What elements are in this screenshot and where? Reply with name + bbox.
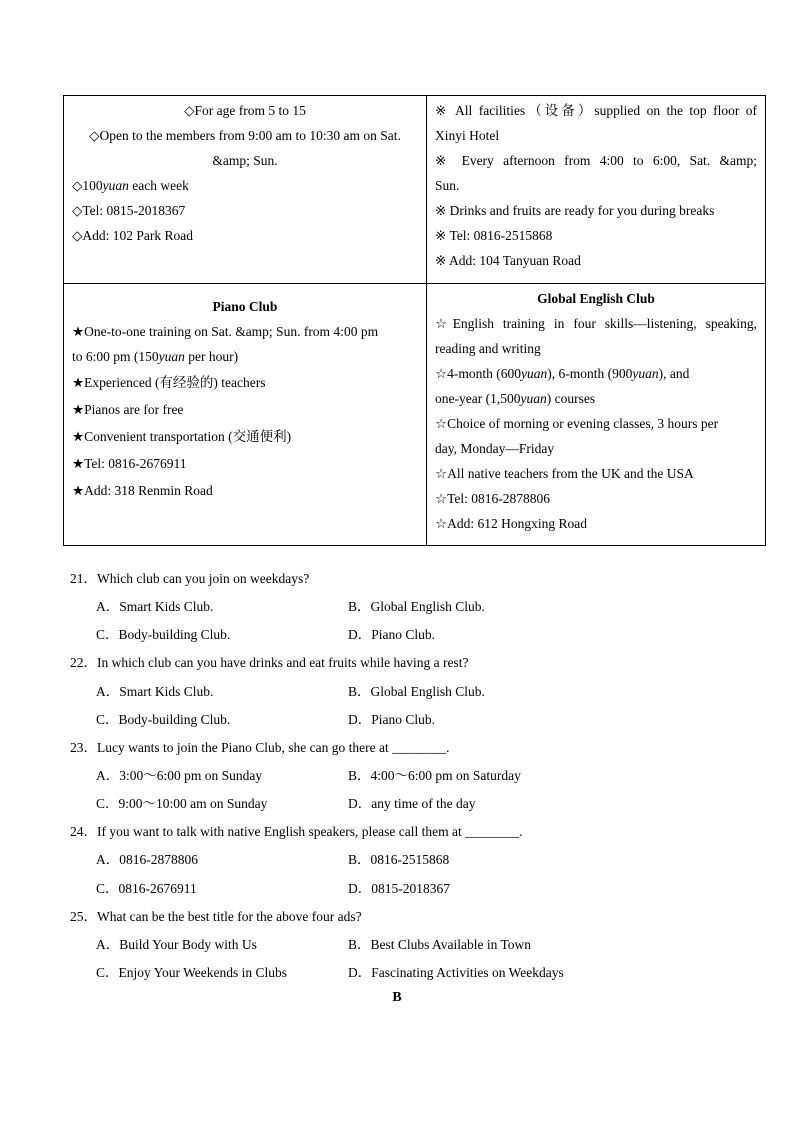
option-d: D．Piano Club. [348,627,436,642]
global-english-line: reading and writing [435,341,541,356]
smart-kids-line: ◇For age from 5 to 15 [184,103,306,118]
global-english-line: ☆Add: 612 Hongxing Road [435,516,587,531]
piano-line: ★Add: 318 Renmin Road [72,483,213,498]
option-b: B．4:00～6:00 pm on Saturday [348,768,521,783]
question-21: 21．Which club can you join on weekdays? [70,571,310,586]
option-d: D．Piano Club. [348,712,436,727]
global-english-title: Global English Club [537,291,655,306]
smart-kids-line: &amp; Sun. [212,153,278,168]
option-a: A．0816-2878806 [96,852,198,867]
smart-kids-line: ◇Add: 102 Park Road [72,228,193,243]
option-d: D．Fascinating Activities on Weekdays [348,965,564,980]
piano-line: ★Tel: 0816-2676911 [72,456,187,471]
piano-price: to 6:00 pm (150yuan per hour) [72,349,239,364]
option-b: B．0816-2515868 [348,852,450,867]
global-english-line: ☆Tel: 0816-2878806 [435,491,551,506]
smart-kids-line: ◇Tel: 0815-2018367 [72,203,186,218]
global-english-ad [427,284,766,546]
piano-line: ★Pianos are for free [72,402,184,417]
body-building-ad [427,96,766,284]
option-a: A．Smart Kids Club. [96,684,214,699]
body-building-line: ※ All facilities（设备）supplied on the top floor of [435,103,757,118]
option-b: B．Best Clubs Available in Town [348,937,532,952]
piano-line: ★Convenient transportation (交通便利) [72,429,292,444]
option-a: A．3:00～6:00 pm on Sunday [96,768,263,783]
section-marker: B [392,990,402,1005]
option-a: A．Smart Kids Club. [96,599,214,614]
option-d: D．0815-2018367 [348,881,450,896]
smart-kids-ad [64,96,427,284]
global-english-line: ☆English training in four skills—listening, speaking, [435,316,757,331]
option-b: B．Global English Club. [348,684,485,699]
ads-table [63,95,766,546]
option-d: D．any time of the day [348,796,476,811]
body-building-line: ※ Drinks and fruits are ready for you during breaks [435,203,715,218]
option-c: C．Enjoy Your Weekends in Clubs [96,965,288,980]
piano-club-ad [64,284,427,546]
body-building-line: Sun. [435,178,460,193]
option-c: C．9:00～10:00 am on Sunday [96,796,268,811]
global-english-line: day, Monday—Friday [435,441,555,456]
global-english-line: ☆All native teachers from the UK and the USA [435,466,694,481]
option-b: B．Global English Club. [348,599,485,614]
piano-line: ★Experienced (有经验的) teachers [72,375,266,390]
smart-kids-price: ◇100yuan each week [72,178,189,193]
question-24: 24．If you want to talk with native English speakers, please call them at ________. [70,824,523,839]
piano-club-title: Piano Club [212,299,278,314]
option-a: A．Build Your Body with Us [96,937,257,952]
option-c: C．Body-building Club. [96,712,231,727]
body-building-line: Xinyi Hotel [435,128,500,143]
body-building-line: ※ Every afternoon from 4:00 to 6:00, Sat. &amp; [435,153,757,168]
body-building-line: ※ Tel: 0816-2515868 [435,228,553,243]
body-building-line: ※ Add: 104 Tanyuan Road [435,253,581,268]
smart-kids-line: ◇Open to the members from 9:00 am to 10:30 am on Sat. [89,128,401,143]
question-22: 22．In which club can you have drinks and eat fruits while having a rest? [70,655,469,670]
question-25: 25．What can be the best title for the above four ads? [70,909,362,924]
global-english-line: ☆Choice of morning or evening classes, 3 hours per [435,416,719,431]
global-english-price: ☆4-month (600yuan), 6-month (900yuan), and [435,366,690,381]
piano-line: ★One-to-one training on Sat. &amp; Sun. from 4:00 pm [72,324,379,339]
option-c: C．0816-2676911 [96,881,197,896]
global-english-price: one-year (1,500yuan) courses [435,391,596,406]
option-c: C．Body-building Club. [96,627,231,642]
question-23: 23．Lucy wants to join the Piano Club, she can go there at ________. [70,740,450,755]
